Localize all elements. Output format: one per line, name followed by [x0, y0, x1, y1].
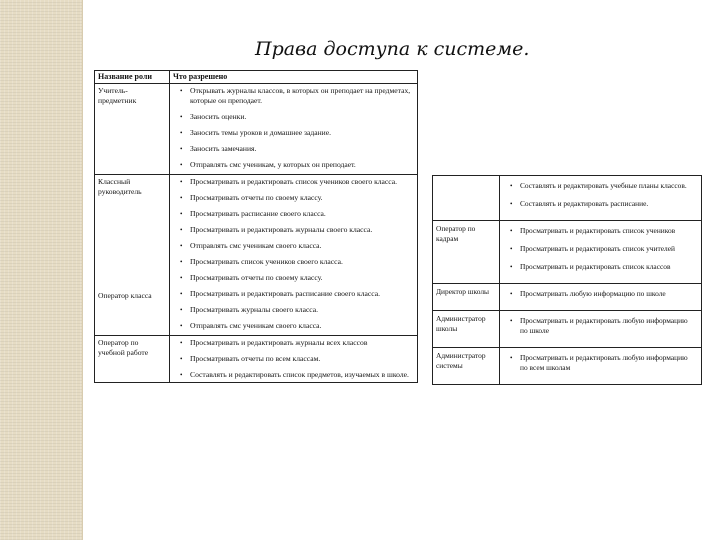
list-item [174, 177, 413, 187]
header-role-name: Название роли [95, 71, 170, 84]
list-item [174, 128, 413, 138]
role-name: Директор школы [436, 287, 489, 296]
list-item [174, 257, 413, 267]
permission-text: Просматривать и редактировать любую информацию по школе [520, 316, 688, 335]
permission-text: Заносить оценки. [190, 112, 247, 121]
bullet-icon: • [180, 371, 183, 379]
permission-text: Просматривать и редактировать расписание своего класса. [190, 289, 380, 298]
permission-text: Просматривать отчеты по своему классу. [190, 193, 323, 202]
permission-text: Составлять и редактировать расписание. [520, 199, 649, 208]
list-item [174, 209, 413, 219]
list-item [174, 321, 413, 331]
role-name: Классный руководитель [98, 177, 142, 196]
table-row [433, 221, 702, 284]
side-divider [82, 0, 83, 540]
permission-text: Просматривать список учеников своего класса. [190, 257, 343, 266]
list-item [174, 289, 413, 299]
role-cell [433, 284, 500, 311]
bullet-icon: • [180, 178, 183, 186]
role-cell [433, 311, 500, 348]
list-item [504, 289, 697, 299]
table-row [433, 348, 702, 385]
permissions-cell [500, 311, 702, 348]
table-row [433, 176, 702, 221]
list-item [174, 160, 413, 170]
permissions-cell [500, 284, 702, 311]
table-header-row [95, 71, 418, 84]
list-item [174, 144, 413, 154]
bullet-icon: • [510, 290, 513, 298]
permission-text: Отправлять смс ученикам, у которых он преподает. [190, 160, 356, 169]
access-table-right [432, 175, 702, 385]
list-item [174, 354, 413, 364]
list-item [174, 273, 413, 283]
bullet-icon: • [180, 161, 183, 169]
permissions-cell [170, 336, 418, 383]
bullet-icon: • [510, 182, 513, 190]
bullet-icon: • [510, 263, 513, 271]
list-item [174, 305, 413, 315]
bullet-icon: • [180, 258, 183, 266]
role-name: Администратор школы [436, 314, 486, 333]
list-item [174, 86, 413, 106]
permissions-cell [170, 84, 418, 175]
bullet-icon: • [180, 113, 183, 121]
bullet-icon: • [180, 322, 183, 330]
bullet-icon: • [180, 129, 183, 137]
permission-text: Просматривать отчеты по своему классу. [190, 273, 323, 282]
role-cell [95, 336, 170, 383]
permission-text: Просматривать и редактировать журналы всех классов [190, 338, 368, 347]
role-name: Учитель-предметник [98, 86, 137, 105]
permission-text: Отправлять смс ученикам своего класса. [190, 321, 322, 330]
permission-text: Отправлять смс ученикам своего класса. [190, 241, 322, 250]
page-title: Права доступа к системе. [255, 38, 530, 60]
table-row [95, 336, 418, 383]
list-item [504, 244, 697, 254]
list-item [174, 193, 413, 203]
permission-text: Открывать журналы классов, в которых он преподает на предметах, которые он преподает. [190, 86, 411, 105]
list-item [504, 316, 697, 336]
bullet-icon: • [180, 242, 183, 250]
permission-text: Просматривать любую информацию по школе [520, 289, 666, 298]
bullet-icon: • [180, 226, 183, 234]
permission-text: Заносить замечания. [190, 144, 257, 153]
role-cell [433, 348, 500, 385]
list-item [174, 112, 413, 122]
list-item [504, 262, 697, 272]
bullet-icon: • [180, 194, 183, 202]
permission-text: Просматривать и редактировать любую информацию по всем школам [520, 353, 688, 372]
list-item [174, 370, 413, 380]
permission-text: Просматривать и редактировать список учеников своего класса. [190, 177, 398, 186]
permission-text: Просматривать и редактировать журналы своего класса. [190, 225, 373, 234]
role-cell [433, 176, 500, 221]
bullet-icon: • [510, 200, 513, 208]
bullet-icon: • [180, 274, 183, 282]
list-item [504, 353, 697, 373]
bullet-icon: • [180, 87, 183, 95]
list-item [504, 199, 697, 209]
role-cell [95, 84, 170, 175]
bullet-icon: • [510, 317, 513, 325]
permission-text: Просматривать и редактировать список учителей [520, 244, 675, 253]
table-row [433, 311, 702, 348]
bullet-icon: • [510, 245, 513, 253]
permission-text: Составлять и редактировать учебные планы классов. [520, 181, 687, 190]
bullet-icon: • [510, 227, 513, 235]
bullet-icon: • [180, 210, 183, 218]
list-item [504, 181, 697, 191]
permissions-cell [500, 221, 702, 284]
bullet-icon: • [180, 355, 183, 363]
list-item [174, 225, 413, 235]
table-row [95, 84, 418, 175]
role-name: Администратор системы [436, 351, 486, 370]
role-cell [433, 221, 500, 284]
role-name-secondary: Оператор класса [98, 291, 152, 300]
bullet-icon: • [180, 290, 183, 298]
header-permissions: Что разрешено [170, 71, 418, 84]
decorative-side-strip [0, 0, 82, 540]
list-item [504, 226, 697, 236]
permission-text: Просматривать и редактировать список классов [520, 262, 671, 271]
role-name: Оператор по кадрам [436, 224, 476, 243]
bullet-icon: • [180, 145, 183, 153]
table-row [433, 284, 702, 311]
permissions-cell [500, 176, 702, 221]
permission-text: Просматривать журналы своего класса. [190, 305, 319, 314]
bullet-icon: • [510, 354, 513, 362]
table-row [95, 175, 418, 336]
permissions-cell [170, 175, 418, 336]
role-name: Оператор по учебной работе [98, 338, 149, 357]
permission-text: Просматривать отчеты по всем классам. [190, 354, 321, 363]
role-cell [95, 175, 170, 336]
list-item [174, 338, 413, 348]
list-item [174, 241, 413, 251]
permission-text: Просматривать расписание своего класса. [190, 209, 326, 218]
permission-text: Просматривать и редактировать список учеников [520, 226, 676, 235]
access-table-left [94, 70, 418, 383]
permission-text: Заносить темы уроков и домашнее задание. [190, 128, 331, 137]
bullet-icon: • [180, 339, 183, 347]
permission-text: Составлять и редактировать список предметов, изучаемых в школе. [190, 370, 409, 379]
bullet-icon: • [180, 306, 183, 314]
permissions-cell [500, 348, 702, 385]
